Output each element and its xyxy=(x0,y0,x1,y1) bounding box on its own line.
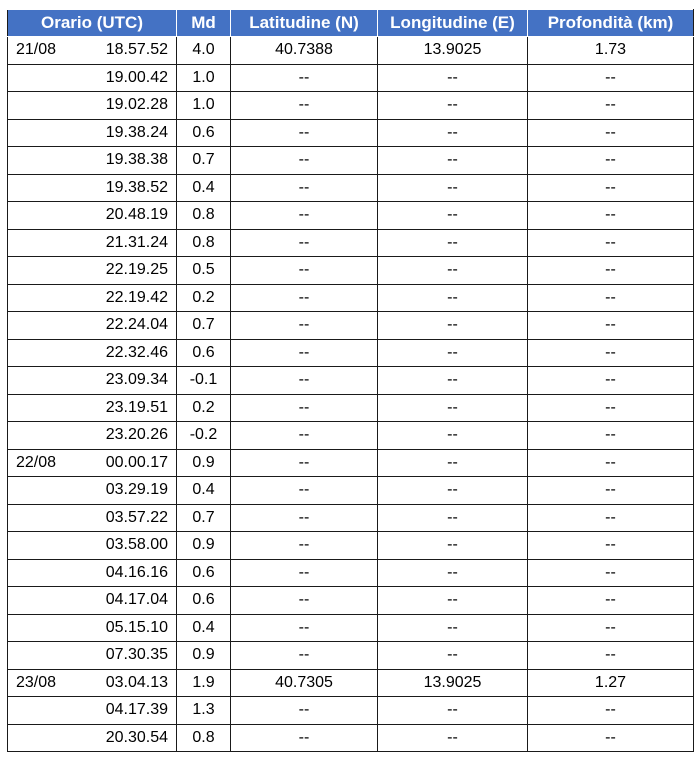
table-row xyxy=(8,559,694,587)
longitude-cell: -- xyxy=(378,367,528,395)
longitude-cell: -- xyxy=(378,257,528,285)
longitude-cell: -- xyxy=(378,477,528,505)
depth-cell: 1.27 xyxy=(528,669,694,697)
depth-cell: -- xyxy=(528,174,694,202)
time-label: 04.16.16 xyxy=(105,563,168,581)
table-row xyxy=(8,614,694,642)
magnitude-cell: 0.9 xyxy=(177,642,231,670)
header-row xyxy=(8,10,694,37)
time-cell xyxy=(8,339,177,367)
date-label: 23/08 xyxy=(16,673,57,691)
time-label: 19.02.28 xyxy=(105,96,168,114)
longitude-cell: -- xyxy=(378,532,528,560)
time-cell xyxy=(8,422,177,450)
table-row xyxy=(8,339,694,367)
latitude-cell: -- xyxy=(231,697,378,725)
latitude-cell: -- xyxy=(231,532,378,560)
magnitude-cell: 0.2 xyxy=(177,284,231,312)
longitude-cell: -- xyxy=(378,587,528,615)
table-row xyxy=(8,477,694,505)
time-cell xyxy=(8,642,177,670)
latitude-cell: -- xyxy=(231,147,378,175)
depth-cell: -- xyxy=(528,147,694,175)
depth-cell: -- xyxy=(528,229,694,257)
longitude-cell: -- xyxy=(378,449,528,477)
table-row xyxy=(8,119,694,147)
longitude-cell: -- xyxy=(378,422,528,450)
depth-cell: -- xyxy=(528,504,694,532)
magnitude-cell: 0.6 xyxy=(177,339,231,367)
depth-cell: 1.73 xyxy=(528,37,694,65)
depth-cell: -- xyxy=(528,284,694,312)
longitude-cell: -- xyxy=(378,614,528,642)
time-cell xyxy=(8,697,177,725)
time-label: 22.19.25 xyxy=(105,261,168,279)
longitude-cell: -- xyxy=(378,559,528,587)
latitude-cell: -- xyxy=(231,92,378,120)
latitude-cell: -- xyxy=(231,614,378,642)
longitude-cell: -- xyxy=(378,394,528,422)
depth-cell: -- xyxy=(528,422,694,450)
magnitude-cell: 0.2 xyxy=(177,394,231,422)
magnitude-cell: 0.5 xyxy=(177,257,231,285)
latitude-cell: -- xyxy=(231,257,378,285)
latitude-cell: -- xyxy=(231,312,378,340)
longitude-cell: -- xyxy=(378,312,528,340)
time-label: 22.24.04 xyxy=(105,316,168,334)
magnitude-cell: 0.9 xyxy=(177,532,231,560)
longitude-cell: -- xyxy=(378,504,528,532)
table-row xyxy=(8,669,694,697)
longitude-cell: -- xyxy=(378,92,528,120)
time-cell xyxy=(8,229,177,257)
table-row xyxy=(8,92,694,120)
table-row xyxy=(8,449,694,477)
time-cell xyxy=(8,367,177,395)
latitude-cell: -- xyxy=(231,174,378,202)
longitude-cell: -- xyxy=(378,284,528,312)
time-cell xyxy=(8,174,177,202)
time-cell xyxy=(8,477,177,505)
header-depth: Profondità (km) xyxy=(528,10,694,37)
time-label: 04.17.04 xyxy=(105,591,168,609)
depth-cell: -- xyxy=(528,202,694,230)
magnitude-cell: 0.4 xyxy=(177,614,231,642)
longitude-cell: -- xyxy=(378,119,528,147)
time-cell xyxy=(8,119,177,147)
table-row xyxy=(8,394,694,422)
magnitude-cell: 1.9 xyxy=(177,669,231,697)
time-label: 19.00.42 xyxy=(105,68,168,86)
time-label: 23.19.51 xyxy=(105,398,168,416)
latitude-cell: -- xyxy=(231,422,378,450)
magnitude-cell: 0.4 xyxy=(177,174,231,202)
table-row xyxy=(8,642,694,670)
time-label: 19.38.52 xyxy=(105,178,168,196)
time-cell xyxy=(8,559,177,587)
magnitude-cell: 0.8 xyxy=(177,229,231,257)
date-label: 21/08 xyxy=(16,41,57,59)
time-label: 00.00.17 xyxy=(105,453,168,471)
latitude-cell: -- xyxy=(231,284,378,312)
depth-cell: -- xyxy=(528,449,694,477)
latitude-cell: -- xyxy=(231,394,378,422)
magnitude-cell: -0.2 xyxy=(177,422,231,450)
time-label: 19.38.38 xyxy=(105,151,168,169)
depth-cell: -- xyxy=(528,614,694,642)
time-label: 22.19.42 xyxy=(105,288,168,306)
latitude-cell: -- xyxy=(231,724,378,752)
latitude-cell: -- xyxy=(231,559,378,587)
table-header xyxy=(8,10,694,37)
latitude-cell: -- xyxy=(231,64,378,92)
time-cell xyxy=(8,312,177,340)
header-longitude: Longitudine (E) xyxy=(378,10,528,37)
header-latitude: Latitudine (N) xyxy=(231,10,378,37)
longitude-cell: -- xyxy=(378,229,528,257)
latitude-cell: 40.7388 xyxy=(231,37,378,65)
time-label: 03.29.19 xyxy=(105,481,168,499)
depth-cell: -- xyxy=(528,559,694,587)
depth-cell: -- xyxy=(528,64,694,92)
time-label: 23.20.26 xyxy=(105,426,168,444)
depth-cell: -- xyxy=(528,724,694,752)
magnitude-cell: 0.7 xyxy=(177,312,231,340)
depth-cell: -- xyxy=(528,697,694,725)
table-row xyxy=(8,284,694,312)
header-time: Orario (UTC) xyxy=(8,10,177,37)
time-label: 05.15.10 xyxy=(105,618,168,636)
magnitude-cell: 0.8 xyxy=(177,724,231,752)
magnitude-cell: 4.0 xyxy=(177,37,231,65)
time-cell xyxy=(8,504,177,532)
time-cell xyxy=(8,284,177,312)
time-label: 03.57.22 xyxy=(105,508,168,526)
depth-cell: -- xyxy=(528,312,694,340)
magnitude-cell: 0.6 xyxy=(177,559,231,587)
longitude-cell: -- xyxy=(378,202,528,230)
time-label: 04.17.39 xyxy=(105,701,168,719)
table-row xyxy=(8,422,694,450)
longitude-cell: -- xyxy=(378,339,528,367)
longitude-cell: -- xyxy=(378,642,528,670)
longitude-cell: -- xyxy=(378,64,528,92)
magnitude-cell: 0.4 xyxy=(177,477,231,505)
magnitude-cell: 0.6 xyxy=(177,587,231,615)
longitude-cell: -- xyxy=(378,147,528,175)
magnitude-cell: 1.0 xyxy=(177,64,231,92)
table-row xyxy=(8,532,694,560)
time-cell xyxy=(8,37,177,65)
time-cell xyxy=(8,532,177,560)
time-label: 18.57.52 xyxy=(105,41,168,59)
magnitude-cell: 0.8 xyxy=(177,202,231,230)
depth-cell: -- xyxy=(528,477,694,505)
latitude-cell: -- xyxy=(231,119,378,147)
time-cell xyxy=(8,669,177,697)
table-row xyxy=(8,229,694,257)
table-row xyxy=(8,697,694,725)
latitude-cell: -- xyxy=(231,642,378,670)
latitude-cell: -- xyxy=(231,504,378,532)
magnitude-cell: 0.7 xyxy=(177,504,231,532)
time-cell xyxy=(8,64,177,92)
longitude-cell: 13.9025 xyxy=(378,669,528,697)
depth-cell: -- xyxy=(528,394,694,422)
time-label: 03.58.00 xyxy=(105,536,168,554)
table-row xyxy=(8,174,694,202)
table-row xyxy=(8,367,694,395)
longitude-cell: 13.9025 xyxy=(378,37,528,65)
table-row xyxy=(8,202,694,230)
latitude-cell: -- xyxy=(231,449,378,477)
table-row xyxy=(8,504,694,532)
depth-cell: -- xyxy=(528,339,694,367)
time-label: 22.32.46 xyxy=(105,343,168,361)
time-cell xyxy=(8,147,177,175)
magnitude-cell: 1.3 xyxy=(177,697,231,725)
depth-cell: -- xyxy=(528,642,694,670)
time-cell xyxy=(8,614,177,642)
time-label: 20.48.19 xyxy=(105,206,168,224)
depth-cell: -- xyxy=(528,532,694,560)
depth-cell: -- xyxy=(528,587,694,615)
date-label: 22/08 xyxy=(16,453,57,471)
latitude-cell: -- xyxy=(231,202,378,230)
depth-cell: -- xyxy=(528,92,694,120)
time-cell xyxy=(8,724,177,752)
time-cell xyxy=(8,92,177,120)
time-cell xyxy=(8,202,177,230)
table-row xyxy=(8,147,694,175)
magnitude-cell: 0.7 xyxy=(177,147,231,175)
latitude-cell: -- xyxy=(231,587,378,615)
time-label: 21.31.24 xyxy=(105,233,168,251)
header-magnitude: Md xyxy=(177,10,231,37)
time-label: 20.30.54 xyxy=(105,728,168,746)
latitude-cell: 40.7305 xyxy=(231,669,378,697)
depth-cell: -- xyxy=(528,367,694,395)
table-row xyxy=(8,724,694,752)
time-label: 23.09.34 xyxy=(105,371,168,389)
longitude-cell: -- xyxy=(378,697,528,725)
time-cell xyxy=(8,257,177,285)
latitude-cell: -- xyxy=(231,477,378,505)
latitude-cell: -- xyxy=(231,339,378,367)
magnitude-cell: -0.1 xyxy=(177,367,231,395)
time-label: 07.30.35 xyxy=(105,646,168,664)
longitude-cell: -- xyxy=(378,174,528,202)
latitude-cell: -- xyxy=(231,229,378,257)
depth-cell: -- xyxy=(528,119,694,147)
depth-cell: -- xyxy=(528,257,694,285)
table-row xyxy=(8,587,694,615)
magnitude-cell: 0.9 xyxy=(177,449,231,477)
time-label: 03.04.13 xyxy=(105,673,168,691)
table-row xyxy=(8,312,694,340)
longitude-cell: -- xyxy=(378,724,528,752)
table-row xyxy=(8,64,694,92)
magnitude-cell: 1.0 xyxy=(177,92,231,120)
latitude-cell: -- xyxy=(231,367,378,395)
time-cell xyxy=(8,449,177,477)
table-body xyxy=(8,37,694,752)
earthquake-table xyxy=(7,9,694,752)
time-cell xyxy=(8,394,177,422)
table-row xyxy=(8,257,694,285)
time-cell xyxy=(8,587,177,615)
time-label: 19.38.24 xyxy=(105,123,168,141)
table-row xyxy=(8,37,694,65)
magnitude-cell: 0.6 xyxy=(177,119,231,147)
